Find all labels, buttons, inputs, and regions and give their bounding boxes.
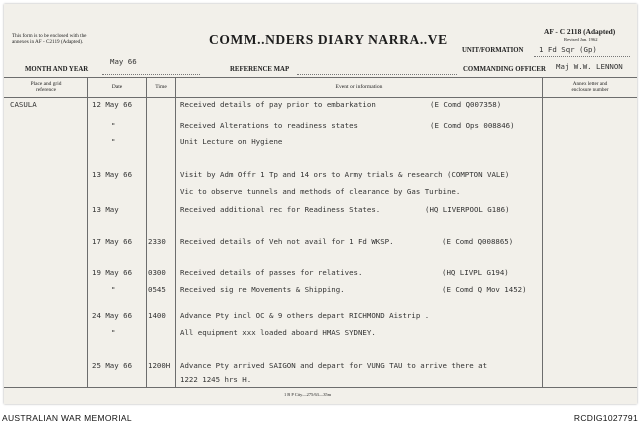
row-date: "	[111, 121, 116, 130]
column-header-place-line: Place and grid	[30, 81, 62, 87]
month-value: May 66	[110, 57, 137, 66]
column-header-annex	[543, 81, 637, 94]
row-ref: (E Comd Ops 008846)	[430, 121, 515, 130]
row-date: 13 May	[92, 205, 119, 214]
row-date: 19 May 66	[92, 268, 133, 277]
row-ref: (HQ LIVPL G194)	[442, 268, 509, 277]
row-date: "	[111, 328, 116, 337]
row-date: "	[111, 137, 116, 146]
row-event: Received details of Veh not avail for 1 Fd WKSP.	[180, 237, 394, 246]
co-value: Maj W.W. LENNON	[556, 62, 623, 71]
form-title: COMM..NDERS DIARY NARRA..VE	[209, 32, 448, 47]
row-time: 1400	[148, 311, 166, 320]
row-event: Received details of pay prior to embarkation	[180, 100, 376, 109]
row-event: Received additional rec for Readiness States.	[180, 205, 381, 214]
row-date: 13 May 66	[92, 170, 133, 179]
row-date: 17 May 66	[92, 237, 133, 246]
month-label: MONTH AND YEAR	[25, 66, 89, 73]
table-bottom-rule	[4, 387, 637, 388]
unit-value: 1 Fd Sqr (Gp)	[539, 45, 597, 54]
enclosure-note-line: annexes in AF - C2119 (Adapted).	[12, 39, 84, 46]
row-place: CASULA	[10, 100, 37, 109]
unit-label: UNIT/FORMATION	[462, 47, 524, 54]
row-event: 1222 1245 hrs H.	[180, 375, 252, 384]
row-time: 1200H	[148, 361, 171, 370]
row-time: 2330	[148, 237, 166, 246]
row-time: 0300	[148, 268, 166, 277]
row-event: Received details of passes for relatives.	[180, 268, 363, 277]
form-code: AF - C 2118 (Adapted)	[544, 27, 616, 36]
column-header-date: Date	[111, 84, 123, 90]
footer-left: AUSTRALIAN WAR MEMORIAL	[2, 413, 132, 423]
column-header-place	[9, 81, 83, 94]
column-header-time: Time	[155, 84, 167, 90]
form-revised: Revised Jan. 1962	[564, 37, 598, 42]
row-ref: (E Comd Q Mov 1452)	[442, 285, 527, 294]
column-header-annex-line: enclosure number	[571, 87, 609, 94]
row-event: Unit Lecture on Hygiene	[180, 137, 283, 146]
row-event: Vic to observe tunnels and methods of clearance by Gas Turbine.	[180, 187, 461, 196]
column-header-place-line: reference	[35, 87, 57, 94]
row-event: Advance Pty arrived SAIGON and depart for VUNG TAU to arrive there at	[180, 361, 488, 370]
row-ref: (E Comd Q007358)	[430, 100, 502, 109]
row-date: "	[111, 285, 116, 294]
enclosure-note-line: This form is to be enclosed with the	[12, 33, 87, 39]
row-event: All equipment xxx loaded aboard HMAS SYDNEY.	[180, 328, 376, 337]
enclosure-note	[12, 33, 86, 45]
row-event: Advance Pty incl OC & 9 others depart RICHMOND Aistrip .	[180, 311, 430, 320]
row-event: Received sig re Movements & Shipping.	[180, 285, 345, 294]
column-header-annex-line: Annex letter and	[572, 81, 608, 87]
co-label: COMMANDING OFFICER	[463, 66, 546, 73]
row-time: 0545	[148, 285, 166, 294]
row-date: 24 May 66	[92, 311, 133, 320]
footer-right: RCDIG1027791	[573, 413, 638, 423]
row-ref: (HQ LIVERPOOL G186)	[425, 205, 510, 214]
row-date: 25 May 66	[92, 361, 133, 370]
reference-map-label: REFERENCE MAP	[230, 66, 290, 73]
row-date: 12 May 66	[92, 100, 133, 109]
print-code: 1 B P City—275/63—35m	[284, 392, 332, 397]
row-ref: (E Comd Q008865)	[442, 237, 514, 246]
row-event: Received Alterations to readiness states	[180, 121, 358, 130]
diary-form	[4, 4, 637, 404]
column-header-event: Event or information	[335, 84, 383, 90]
row-event: Visit by Adm Offr 1 Tp and 14 ors to Army trials & research (COMPTON VALE)	[180, 170, 510, 179]
